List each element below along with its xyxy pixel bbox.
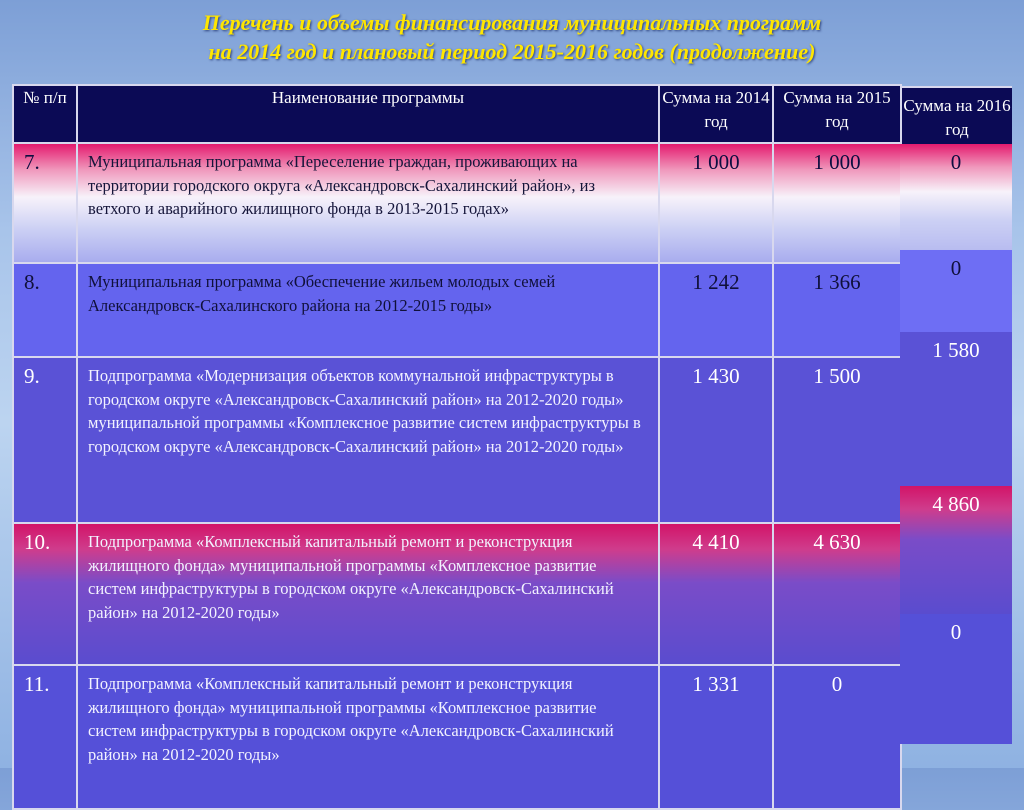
row-2016: 4 860 [900, 486, 1012, 614]
row-name: Подпрограмма «Модернизация объектов коммунальной инфраструктуры в городском округе «Александровск-Сахалинский район» на 2012-2020 годы» муниципальной программы «Комплексное развитие систем инфраструктуры в городском округе «Александровск-Сахалинский район» на 2012-2020 годы» [77, 357, 659, 523]
row-2016: 0 [900, 250, 1012, 332]
row-num: 8. [13, 263, 77, 357]
table-row [13, 665, 901, 809]
slide-title [0, 8, 1024, 66]
title-line-1: Перечень и объемы финансирования муниципальных программ [202, 10, 822, 35]
header-name: Наименование программы [77, 85, 659, 143]
row-name: Подпрограмма «Комплексный капитальный ремонт и реконструкция жилищного фонда» муниципальной программы «Комплексное развитие систем инфраструктуры в городском округе «Александровск-Сахалинский район» на 2012-2020 годы» [77, 523, 659, 665]
header-2014: Сумма на 2014 год [659, 85, 773, 143]
row-2015: 4 630 [773, 523, 901, 665]
row-name: Муниципальная программа «Обеспечение жильем молодых семей Александровск-Сахалинского района на 2012-2015 годы» [77, 263, 659, 357]
table-row [13, 357, 901, 523]
row-2016: 1 580 [900, 332, 1012, 486]
row-num: 10. [13, 523, 77, 665]
header-2015: Сумма на 2015 год [773, 85, 901, 143]
row-2015: 1 500 [773, 357, 901, 523]
row-2015: 0 [773, 665, 901, 809]
row-2015: 1 366 [773, 263, 901, 357]
row-num: 11. [13, 665, 77, 809]
programs-table [12, 84, 902, 810]
table-row [13, 263, 901, 357]
row-num: 7. [13, 143, 77, 263]
header-2016: Сумма на 2016 год [900, 86, 1012, 144]
row-num: 9. [13, 357, 77, 523]
row-name: Муниципальная программа «Переселение граждан, проживающих на территории городского округа «Александровск-Сахалинский район», из ветхого и аварийного жилищного фонда в 2013-2015 годах» [77, 143, 659, 263]
header-num: № п/п [13, 85, 77, 143]
row-2014: 1 242 [659, 263, 773, 357]
row-2016: 0 [900, 144, 1012, 250]
row-2014: 4 410 [659, 523, 773, 665]
row-2014: 1 331 [659, 665, 773, 809]
row-2014: 1 000 [659, 143, 773, 263]
row-name: Подпрограмма «Комплексный капитальный ремонт и реконструкция жилищного фонда» муниципальной программы «Комплексное развитие систем инфраструктуры в городском округе «Александровск-Сахалинский район» на 2012-2020 годы» [77, 665, 659, 809]
title-line-2: на 2014 год и плановый период 2015-2016 годов (продолжение) [208, 39, 816, 64]
row-2015: 1 000 [773, 143, 901, 263]
table-row [13, 523, 901, 665]
table-header-row [13, 85, 901, 143]
row-2016: 0 [900, 614, 1012, 744]
table-row [13, 143, 901, 263]
row-2014: 1 430 [659, 357, 773, 523]
